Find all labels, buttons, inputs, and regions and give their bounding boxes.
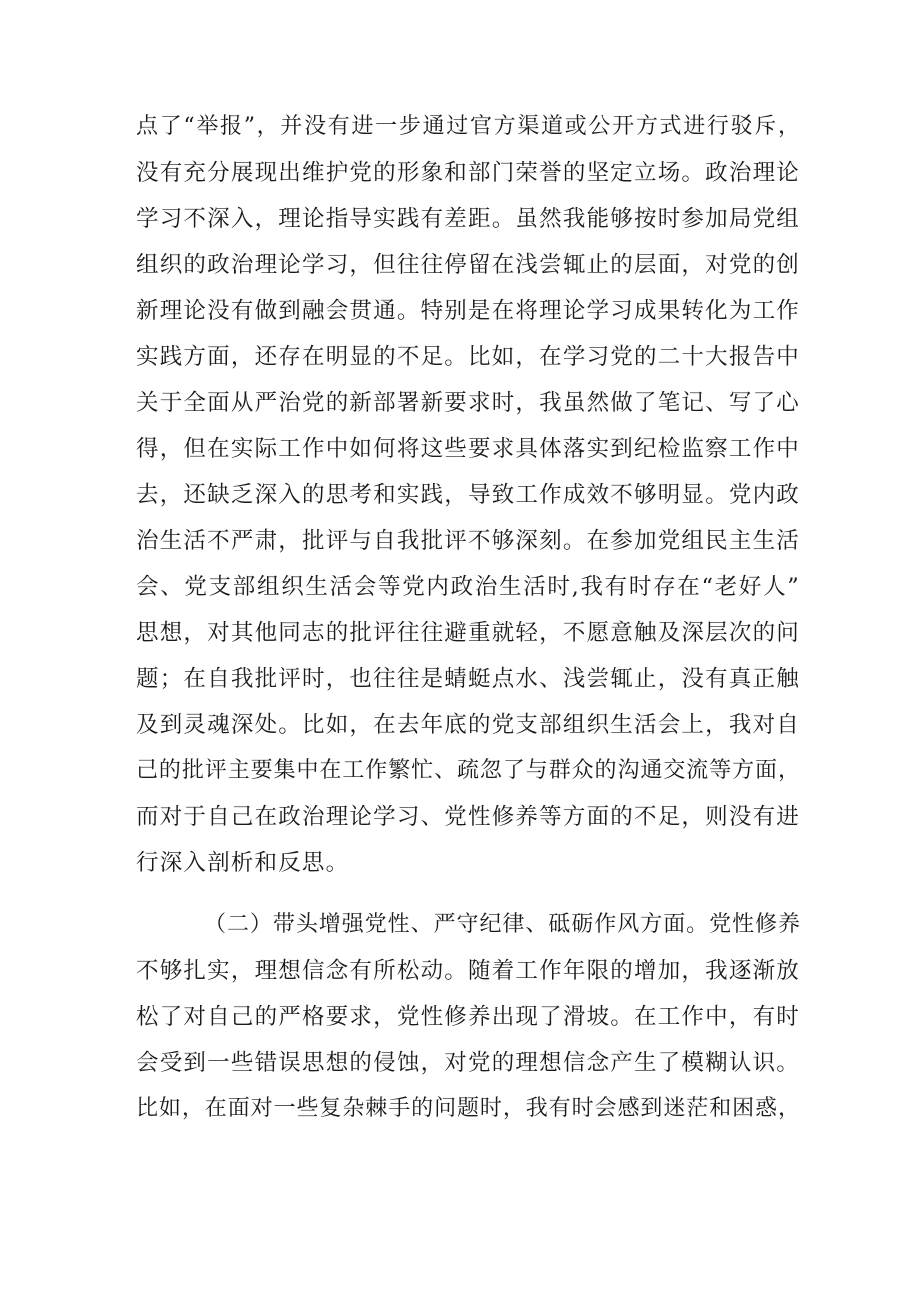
paragraph-line: 没有充分展现出维护党的形象和部门荣誉的坚定立场。政治理论	[136, 160, 800, 186]
paragraph-line: 组织的政治理论学习，但往往停留在浅尝辄止的层面，对党的创	[136, 252, 800, 278]
paragraph-line: 治生活不严肃，批评与自我批评不够深刻。在参加党组民主生活	[136, 528, 800, 554]
paragraph-line: （二）带头增强党性、严守纪律、砥砺作风方面。党性修养	[204, 912, 800, 937]
paragraph-line: 不够扎实，理想信念有所松动。随着工作年限的增加，我逐渐放	[136, 958, 800, 984]
paragraph-line: 及到灵魂深处。比如，在去年底的党支部组织生活会上，我对自	[136, 712, 800, 738]
document-body	[136, 104, 800, 1132]
paragraph-line: 行深入剖析和反思。	[136, 850, 350, 876]
paragraph-1	[136, 104, 800, 886]
paragraph-line: 题；在自我批评时，也往往是蜻蜓点水、浅尝辄止，没有真正触	[136, 666, 800, 692]
paragraph-line: 去，还缺乏深入的思考和实践，导致工作成效不够明显。党内政	[136, 482, 800, 508]
paragraph-line: 点了“举报”，并没有进一步通过官方渠道或公开方式进行驳斥，	[136, 114, 800, 139]
paragraph-line: 实践方面，还存在明显的不足。比如，在学习党的二十大报告中	[136, 344, 800, 370]
paragraph-line: 松了对自己的严格要求，党性修养出现了滑坡。在工作中，有时	[136, 1004, 800, 1030]
paragraph-line: 关于全面从严治党的新部署新要求时，我虽然做了笔记、写了心	[136, 390, 800, 416]
paragraph-line: 会、党支部组织生活会等党内政治生活时,我有时存在“老好人”	[136, 574, 800, 600]
paragraph-line: 会受到一些错误思想的侵蚀，对党的理想信念产生了模糊认识。	[136, 1050, 800, 1076]
paragraph-spacer	[136, 886, 800, 902]
paragraph-line: 思想，对其他同志的批评往往避重就轻，不愿意触及深层次的问	[136, 620, 800, 646]
paragraph-2	[136, 902, 800, 1132]
paragraph-line: 比如，在面对一些复杂棘手的问题时，我有时会感到迷茫和困惑，	[136, 1096, 800, 1121]
paragraph-line: 而对于自己在政治理论学习、党性修养等方面的不足，则没有进	[136, 804, 800, 830]
paragraph-line: 学习不深入，理论指导实践有差距。虽然我能够按时参加局党组	[136, 206, 800, 232]
paragraph-line: 己的批评主要集中在工作繁忙、疏忽了与群众的沟通交流等方面，	[136, 758, 800, 783]
paragraph-line: 得，但在实际工作中如何将这些要求具体落实到纪检监察工作中	[136, 436, 800, 462]
paragraph-line: 新理论没有做到融会贯通。特别是在将理论学习成果转化为工作	[136, 298, 800, 324]
